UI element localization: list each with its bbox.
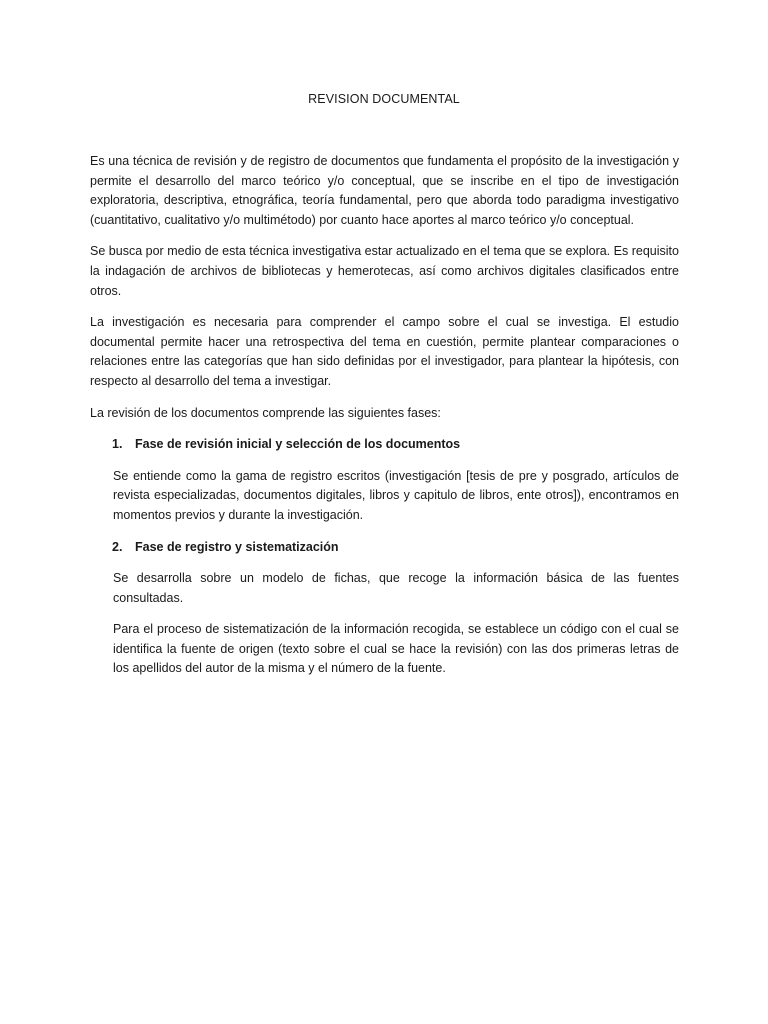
phase-1-title: Fase de revisión inicial y selección de los documentos [135, 437, 461, 452]
phase-1-content [90, 467, 679, 526]
paragraph-purpose: Se busca por medio de esta técnica investigativa estar actualizado en el tema que se explora. Es requisito la indagación de archivos de bibliotecas y hemerotecas, así como archivos digitales clasificados entre otros. [90, 244, 679, 298]
paragraph-phases-intro: La revisión de los documentos comprende las siguientes fases: [90, 405, 441, 420]
phase-2-number: 2. [112, 539, 123, 554]
phase-2-paragraph-2: Para el proceso de sistematización de la información recogida, se establece un código con el cual se identifica la fuente de origen (texto sobre el cual se hace la revisión) con las dos primeras letras de los apellidos del autor de la misma y el número de la fuente. [113, 622, 679, 676]
paragraph-need: La investigación es necesaria para comprender el campo sobre el cual se investiga. El estudio documental permite hacer una retrospectiva del tema en cuestión, permite plantear comparaciones o relaciones entre las categorías que han sido definidas por el investigador, para plantear la hipótesis, con respecto al desarrollo del tema a investigar. [90, 315, 679, 388]
paragraph-intro: Es una técnica de revisión y de registro de documentos que fundamenta el propósito de la investigación y permite el desarrollo del marco teórico y/o conceptual, que se inscribe en el tipo de investigación exploratoria, descriptiva, etnográfica, teoría fundamental, pero que aborda todo paradigma investigativo (cuantitativo, cualitativo y/o multimétodo) por cuanto hace aportes al marco teórico y/o conceptual. [90, 154, 679, 227]
phase-1-number: 1. [112, 437, 123, 452]
phase-2-paragraph-1: Se desarrolla sobre un modelo de fichas, que recoge la información básica de las fuentes consultadas. [113, 571, 679, 605]
document-title: REVISION DOCUMENTAL [308, 92, 460, 106]
phase-2-content [90, 569, 679, 679]
phase-1-heading [90, 435, 679, 455]
phase-2-title: Fase de registro y sistematización [135, 539, 339, 554]
phase-1-paragraph: Se entiende como la gama de registro escritos (investigación [tesis de pre y posgrado, artículos de revista especializadas, documentos digitales, libros y capitulo de libros, ente otros]), encontramos en momentos previos y durante la investigación. [113, 468, 679, 522]
document-body [90, 152, 679, 691]
phase-2-heading [90, 538, 679, 558]
